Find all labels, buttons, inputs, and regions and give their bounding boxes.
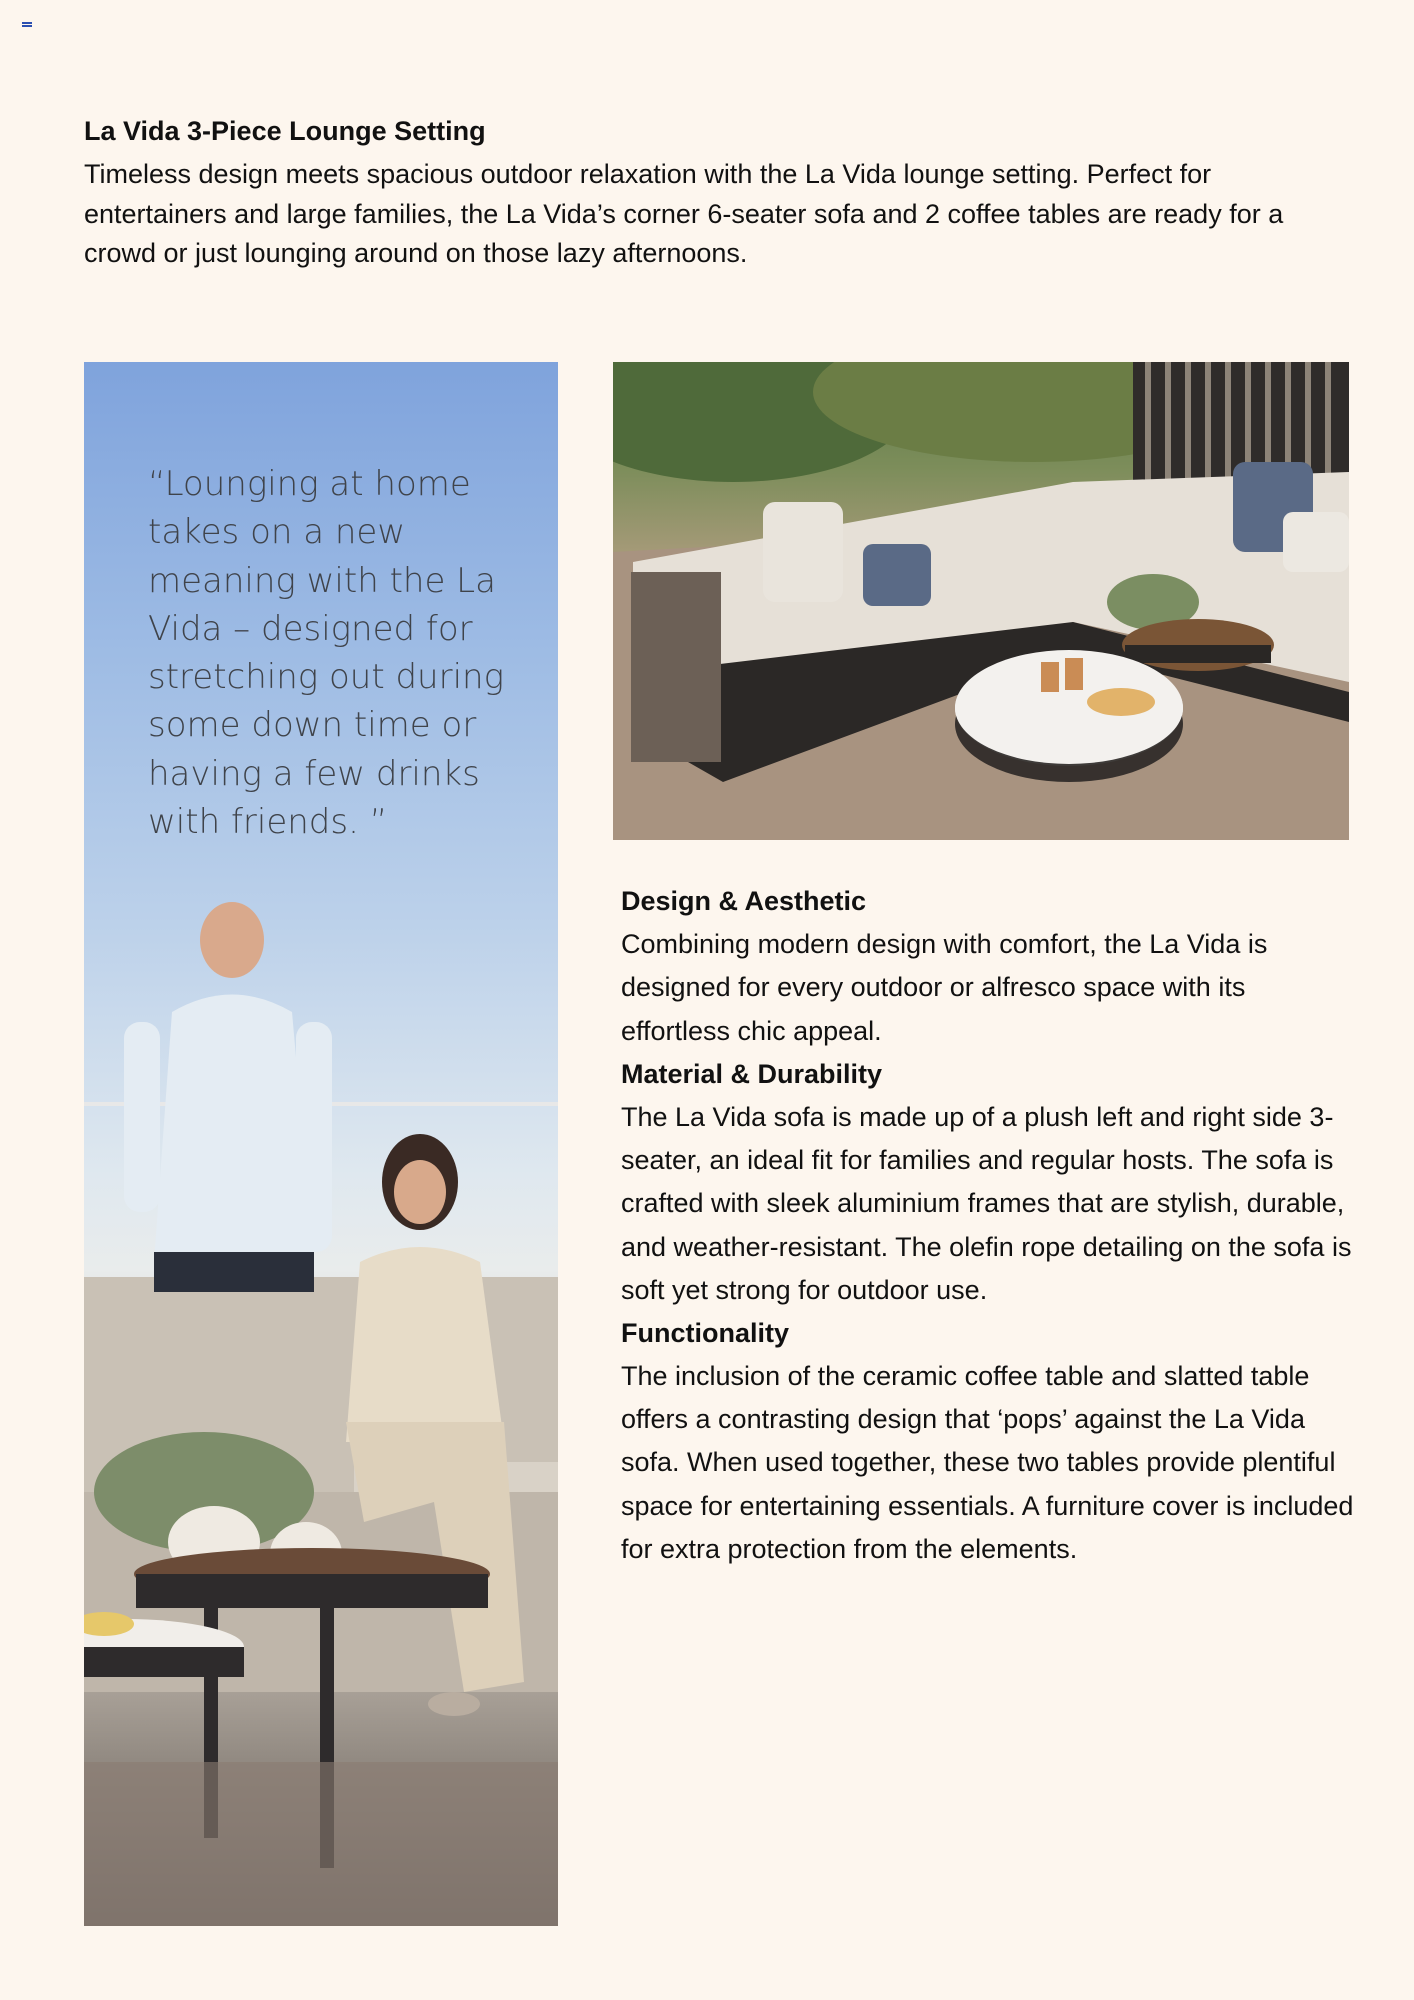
- lifestyle-photo: [84, 362, 558, 1926]
- section-body-functionality: The inclusion of the ceramic coffee table and slatted table offers a contrasting design that ‘pops’ against the La Vida sofa. When used together, these two tables provide plentiful space for entertaining essentials. A furniture cover is included for extra protection from the elements.: [621, 1361, 1354, 1564]
- section-body-design: Combining modern design with comfort, the La Vida is designed for every outdoor or alfresco space with its effortless chic appeal.: [621, 929, 1268, 1046]
- quote-text: “Lounging at home takes on a new meaning with the La Vida – designed for stretching out during some down time or having a few drinks with friends. ”: [148, 464, 504, 842]
- lounge-setting-illustration: [613, 362, 1349, 840]
- intro-paragraph: Timeless design meets spacious outdoor relaxation with the La Vida lounge setting. Perfect for entertainers and large families, the La Vida’s corner 6-seater sofa and 2 coffee tables are ready for a crowd or just lounging around on those lazy afternoons.: [84, 159, 1284, 268]
- menu-icon[interactable]: [22, 22, 32, 30]
- product-photo: [613, 362, 1349, 840]
- intro-block: [84, 114, 1314, 273]
- section-body-material: The La Vida sofa is made up of a plush left and right side 3-seater, an ideal fit for families and regular hosts. The sofa is crafted with sleek aluminium frames that are stylish, durable, and weather-resistant. The olefin rope detailing on the sofa is soft yet strong for outdoor use.: [621, 1101, 1352, 1305]
- section-heading-material: Material & Durability: [621, 1058, 883, 1089]
- page-title: La Vida 3-Piece Lounge Setting: [84, 116, 486, 146]
- section-heading-functionality: Functionality: [621, 1317, 789, 1348]
- product-details: [621, 880, 1361, 1571]
- section-heading-design: Design & Aesthetic: [621, 886, 867, 916]
